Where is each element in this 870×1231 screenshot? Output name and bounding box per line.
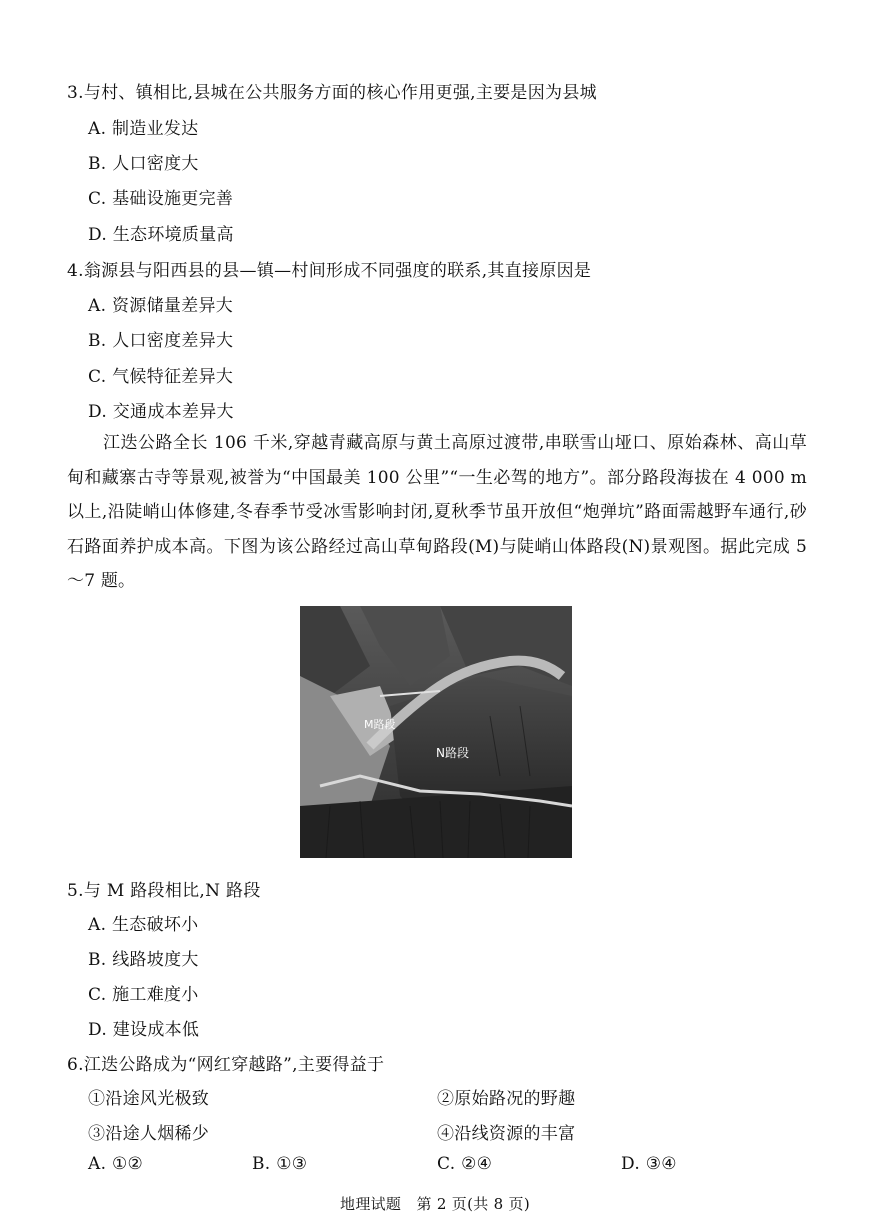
question-6-item-4: ④沿线资源的丰富: [437, 1124, 576, 1144]
question-6-item-2: ②原始路况的野趣: [437, 1089, 576, 1109]
question-5-option-c: C. 施工难度小: [88, 985, 199, 1005]
question-6-choice-a: A. ①②: [88, 1154, 144, 1174]
reading-passage: 江迭公路全长 106 千米,穿越青藏高原与黄土高原过渡带,串联雪山垭口、原始森林、高山草甸和藏寨古寺等景观,被誉为“中国最美 100 公里”“一生必驾的地方”。部分路段海拔在 4 000 m 以上,沿陡峭山体修建,冬春季节受冰雪影响封闭,夏秋季节虽开放但“炮弹坑”路面需越野车通行,砂石路面养护成本高。下图为该公路经过高山草甸路段(M)与陡峭山体路段(N)景观图。据此完成 5～7 题。: [67, 433, 807, 591]
figure-label-m: M路段: [364, 718, 396, 731]
question-6-choice-b: B. ①③: [252, 1154, 308, 1174]
question-3-option-b: B. 人口密度大: [88, 154, 199, 174]
question-3-option-d: D. 生态环境质量高: [88, 225, 234, 245]
question-6-choice-c: C. ②④: [437, 1154, 493, 1174]
question-6-choice-d: D. ③④: [621, 1154, 677, 1174]
page-footer: 地理试题 第 2 页(共 8 页): [340, 1195, 530, 1213]
question-5-option-a: A. 生态破坏小: [88, 915, 199, 935]
question-6-item-1: ①沿途风光极致: [88, 1089, 210, 1109]
question-5-option-b: B. 线路坡度大: [88, 950, 199, 970]
figure-label-n: N路段: [436, 746, 469, 760]
question-4-option-b: B. 人口密度差异大: [88, 331, 234, 351]
question-3-option-a: A. 制造业发达: [88, 119, 199, 139]
question-4-option-a: A. 资源储量差异大: [88, 296, 234, 316]
question-3-option-c: C. 基础设施更完善: [88, 189, 234, 209]
question-6-stem: 6.江迭公路成为“网红穿越路”,主要得益于: [67, 1055, 385, 1075]
question-5-option-d: D. 建设成本低: [88, 1020, 200, 1040]
mountain-road-illustration: [300, 606, 572, 858]
question-5-stem: 5.与 M 路段相比,N 路段: [67, 881, 261, 901]
road-landscape-photo: [300, 606, 572, 858]
question-4-stem: 4.翁源县与阳西县的县—镇—村间形成不同强度的联系,其直接原因是: [67, 261, 592, 281]
question-6-item-3: ③沿途人烟稀少: [88, 1124, 210, 1144]
question-3-stem: 3.与村、镇相比,县城在公共服务方面的核心作用更强,主要是因为县城: [67, 83, 597, 103]
question-4-option-c: C. 气候特征差异大: [88, 367, 234, 387]
question-4-option-d: D. 交通成本差异大: [88, 402, 234, 422]
